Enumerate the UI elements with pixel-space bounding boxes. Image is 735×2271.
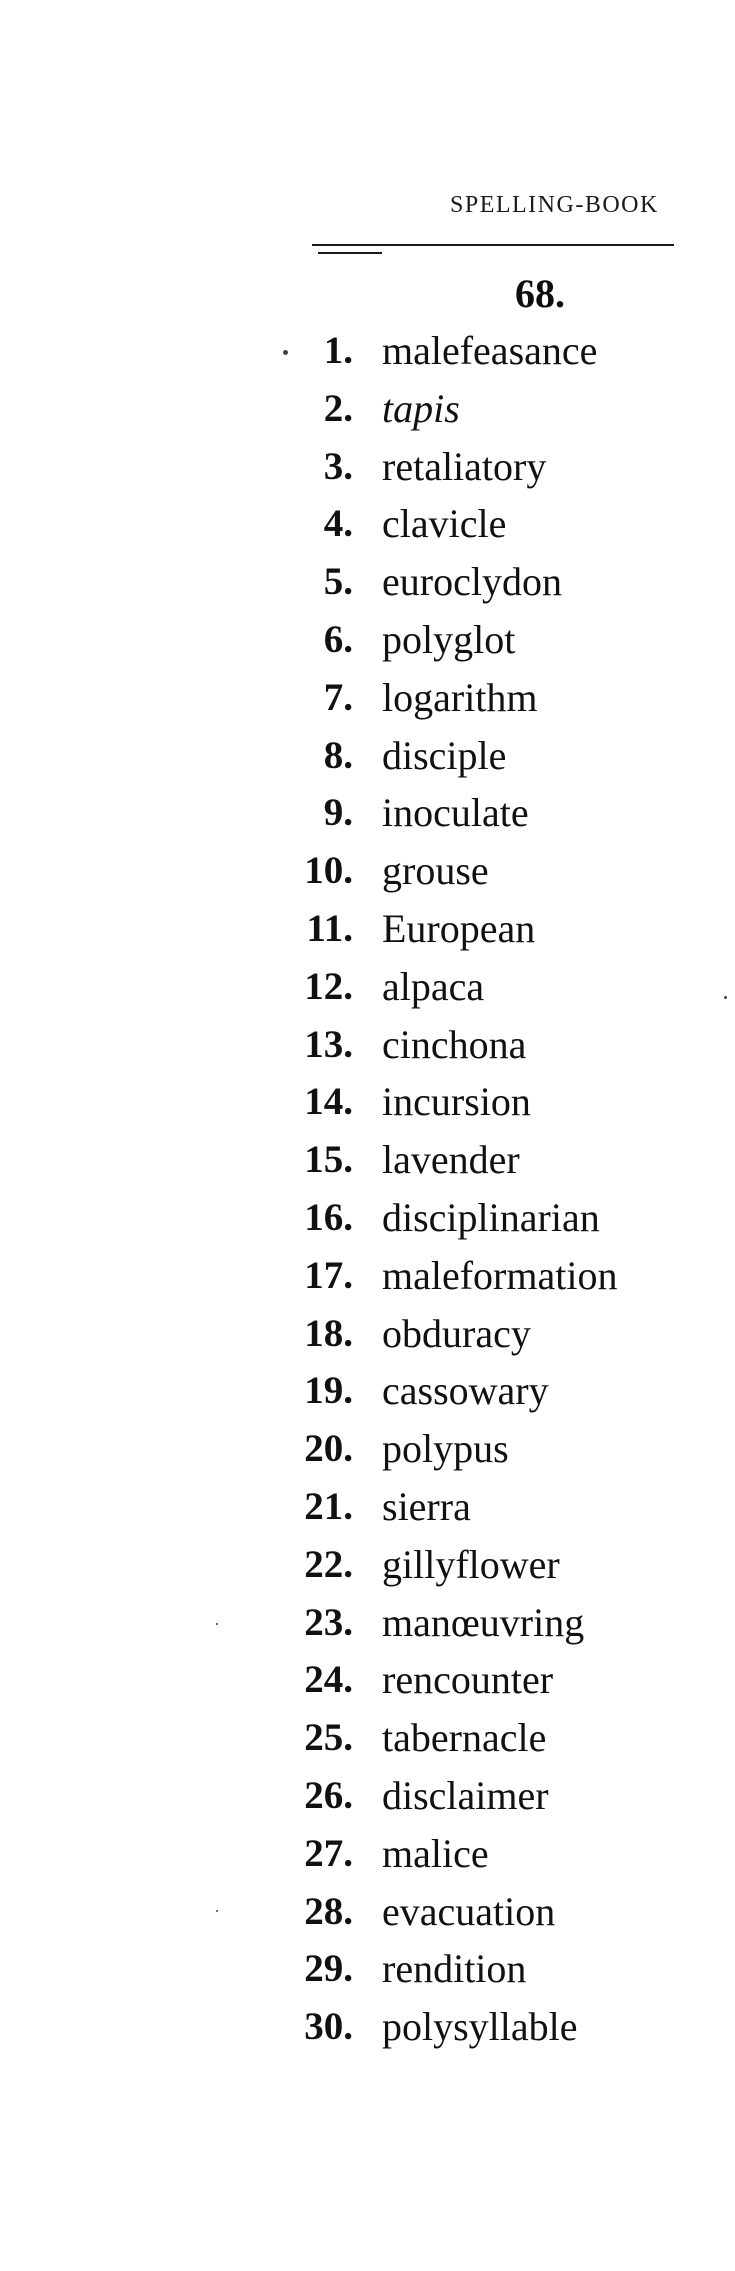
- word-number: 29.: [304, 1947, 353, 1991]
- spelling-word: malefeasance: [382, 328, 598, 373]
- spelling-word: retaliatory: [382, 443, 547, 489]
- spelling-word: polysyllable: [382, 2004, 578, 2050]
- spelling-word: grouse: [382, 848, 489, 894]
- word-number: 26.: [304, 1773, 353, 1817]
- word-row: [0, 611, 735, 669]
- spelling-word: tabernacle: [382, 1715, 547, 1761]
- word-row: [0, 1709, 735, 1767]
- word-number: 15.: [304, 1138, 353, 1182]
- word-row: [0, 553, 735, 611]
- spelling-word: disclaimer: [382, 1772, 549, 1818]
- spelling-word: logarithm: [382, 674, 538, 720]
- word-row: [0, 1536, 735, 1594]
- word-row: [0, 1073, 735, 1131]
- word-number: 24.: [304, 1658, 353, 1702]
- spelling-word: cassowary: [382, 1368, 549, 1414]
- spelling-word: sierra: [382, 1483, 471, 1529]
- word-row: [0, 1247, 735, 1305]
- word-row: [0, 1767, 735, 1825]
- spelling-word: incursion: [382, 1079, 531, 1125]
- word-number: 21.: [304, 1484, 353, 1528]
- word-number: 10.: [304, 849, 353, 893]
- spelling-word: obduracy: [382, 1310, 531, 1356]
- section-number: 68.: [515, 271, 565, 316]
- spelling-word: alpaca: [382, 963, 485, 1009]
- running-head: SPELLING-BOOK: [450, 192, 659, 218]
- spelling-word-list: [0, 322, 735, 2056]
- spelling-word: evacuation: [382, 1888, 556, 1934]
- word-number: 13.: [304, 1022, 353, 1066]
- header-rule: [312, 244, 674, 246]
- word-row: [0, 1883, 735, 1941]
- word-number: 5.: [323, 560, 353, 604]
- word-row: [0, 1131, 735, 1189]
- word-row: [0, 1651, 735, 1709]
- word-row: [0, 1016, 735, 1074]
- spelling-word: disciple: [382, 732, 507, 778]
- word-number: 3.: [323, 444, 353, 488]
- word-row: [0, 1420, 735, 1478]
- word-number: 1.: [323, 329, 353, 372]
- scan-speck: [216, 1910, 218, 1912]
- word-number: 8.: [323, 733, 353, 777]
- word-row: [0, 1594, 735, 1652]
- word-number: 9.: [323, 791, 353, 835]
- word-row: [0, 438, 735, 496]
- word-row: [0, 900, 735, 958]
- word-number: 17.: [304, 1253, 353, 1297]
- word-number: 20.: [304, 1427, 353, 1471]
- word-number: 12.: [304, 964, 353, 1008]
- word-row: [0, 1998, 735, 2056]
- word-number: 23.: [304, 1600, 353, 1644]
- spelling-word: inoculate: [382, 790, 529, 836]
- word-row: [0, 1940, 735, 1998]
- word-row: [0, 1305, 735, 1363]
- word-number: 30.: [304, 2005, 353, 2049]
- spelling-word: polyglot: [382, 616, 516, 662]
- word-number: 16.: [304, 1195, 353, 1239]
- word-number: 7.: [323, 675, 353, 719]
- word-row: [0, 495, 735, 553]
- spelling-word: cinchona: [382, 1021, 527, 1067]
- word-row: [0, 322, 735, 380]
- word-row: [0, 1478, 735, 1536]
- spelling-word: maleformation: [382, 1252, 618, 1298]
- scan-speck: [216, 1623, 218, 1625]
- spelling-word: disciplinarian: [382, 1194, 600, 1240]
- word-row: [0, 1362, 735, 1420]
- word-number: 19.: [304, 1369, 353, 1413]
- spelling-word: euroclydon: [382, 559, 562, 605]
- spelling-word: polypus: [382, 1426, 509, 1472]
- header-rule-underline: [318, 252, 382, 254]
- spelling-word: lavender: [382, 1137, 520, 1183]
- word-row: [0, 380, 735, 438]
- word-number: 18.: [304, 1311, 353, 1355]
- word-number: 22.: [304, 1542, 353, 1586]
- word-row: [0, 842, 735, 900]
- word-number: 11.: [306, 906, 353, 950]
- word-number: 2.: [323, 386, 353, 430]
- word-number: 27.: [304, 1831, 353, 1875]
- scan-speck: [283, 350, 288, 355]
- spelling-word: gillyflower: [382, 1541, 560, 1587]
- word-row: [0, 958, 735, 1016]
- word-number: 14.: [304, 1080, 353, 1124]
- spelling-word: tapis: [382, 385, 460, 431]
- spelling-word: rencounter: [382, 1657, 554, 1703]
- spelling-word: malice: [382, 1830, 489, 1876]
- spelling-word: manœuvring: [382, 1599, 585, 1645]
- word-number: 28.: [304, 1889, 353, 1933]
- word-row: [0, 727, 735, 785]
- spelling-word: rendition: [382, 1946, 527, 1992]
- scan-speck: [724, 996, 727, 999]
- word-number: 25.: [304, 1716, 353, 1760]
- word-row: [0, 1189, 735, 1247]
- word-row: [0, 669, 735, 727]
- word-number: 4.: [323, 502, 353, 546]
- spelling-word: clavicle: [382, 501, 507, 547]
- word-row: [0, 784, 735, 842]
- word-number: 6.: [323, 617, 353, 661]
- word-row: [0, 1825, 735, 1883]
- spelling-word: European: [382, 905, 536, 951]
